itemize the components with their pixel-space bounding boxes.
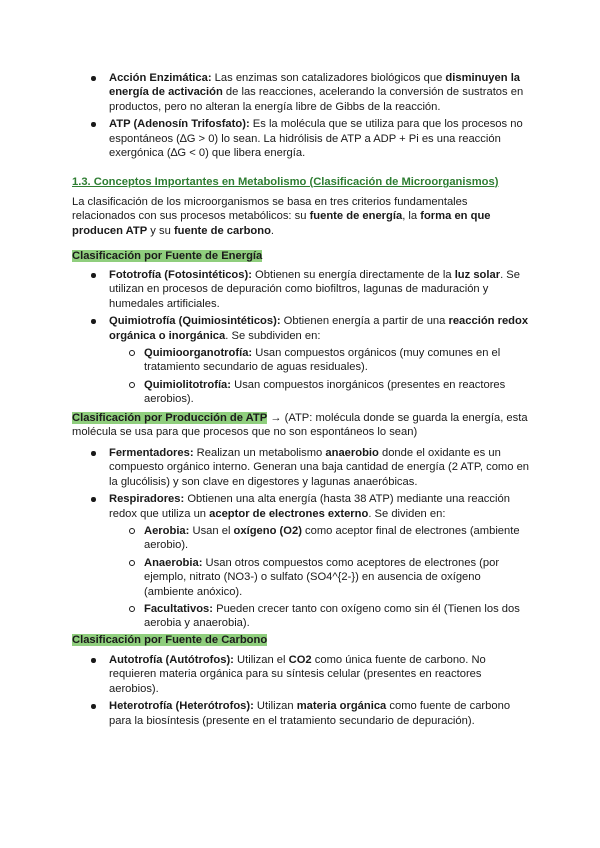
list-item: Fototrofía (Fotosintéticos): Obtienen su energía directamente de la luz solar. Se utilizan en procesos de depuración como biofiltros, lagunas de maduración y humedales artificiales. — [0, 268, 600, 311]
section-title: 1.3. Conceptos Importantes en Metabolismo (Clasificación de Microorganismos) — [72, 176, 499, 188]
heading-atp: Clasificación por Producción de ATP → (ATP: molécula donde se guarda la energía, esta molécula se usa para que procesos que no son espontáneos lo sean) — [72, 412, 528, 439]
heading-carbon: Clasificación por Fuente de Carbono — [72, 634, 268, 646]
atp-list — [0, 446, 600, 631]
heading-energy: Clasificación por Fuente de Energía — [72, 250, 263, 262]
list-item: Heterotrofía (Heterótrofos): Utilizan materia orgánica como fuente de carbono para la biosíntesis (presente en el tratamiento secundario de depuración). — [0, 699, 600, 728]
list-item: ATP (Adenosín Trifosfato): Es la molécula que se utiliza para que los procesos no espontáneos (∆G > 0) lo sean. La hidrólisis de ATP a ADP + Pi es una reacción exergónica (∆G < 0) que libera energía. — [0, 117, 600, 160]
term-label: Acción Enzimática: — [109, 72, 212, 84]
intro-paragraph: La clasificación de los microorganismos se basa en tres criterios fundamentales relacionados con sus procesos metabólicos: su fuente de energía, la forma en que producen ATP y su fuente de carbono. — [72, 196, 491, 237]
sub-list-item: Quimioorganotrofía: Usan compuestos orgánicos (muy comunes en el tratamiento secundario de aguas residuales). — [0, 346, 600, 375]
list-item: Respiradores: Obtienen una alta energía (hasta 38 ATP) mediante una reacción redox que utiliza un aceptor de electrones externo. Se dividen en: — [0, 492, 600, 521]
sub-list-item: Quimiolitotrofía: Usan compuestos inorgánicos (presentes en reactores aerobios). — [0, 378, 600, 407]
energy-list — [0, 268, 600, 407]
list-item: Fermentadores: Realizan un metabolismo anaerobio donde el oxidante es un compuesto orgánico interno. Generan una baja cantidad de energía (2 ATP, como en la glucólisis) y son clave en digestores y lagunas anaeróbicas. — [0, 446, 600, 489]
list-item: Autotrofía (Autótrofos): Utilizan el CO2 como única fuente de carbono. No requieren materia orgánica para su síntesis celular (presentes en reactores aerobios). — [0, 653, 600, 696]
top-bullet-list — [0, 71, 600, 160]
carbon-list — [0, 653, 600, 728]
list-item: Quimiotrofía (Quimiosintéticos): Obtienen energía a partir de una reacción redox orgánica o inorgánica. Se subdividen en: — [0, 314, 600, 343]
sub-list-item: Facultativos: Pueden crecer tanto con oxígeno como sin él (Tienen los dos aerobia y anaerobia). — [0, 602, 600, 631]
atp-note: → (ATP: molécula donde se guarda la energía, esta molécula se usa para que procesos que no son espontáneos lo sean) — [72, 412, 528, 439]
term-label: ATP (Adenosín Trifosfato): — [109, 118, 250, 131]
list-item: Acción Enzimática: Las enzimas son catalizadores biológicos que disminuyen la energía de activación de las reacciones, acelerando la conversión de sustratos en productos, pero no alteran la energía libre de Gibbs de la reacción. — [0, 71, 600, 114]
sub-list-item: Aerobia: Usan el oxígeno (O2) como aceptor final de electrones (ambiente aerobio). — [0, 524, 600, 553]
sub-list-item: Anaerobia: Usan otros compuestos como aceptores de electrones (por ejemplo, nitrato (NO3-) o sulfato (SO4^{2-}) en ausencia de oxígeno (ambiente anóxico). — [0, 556, 600, 599]
